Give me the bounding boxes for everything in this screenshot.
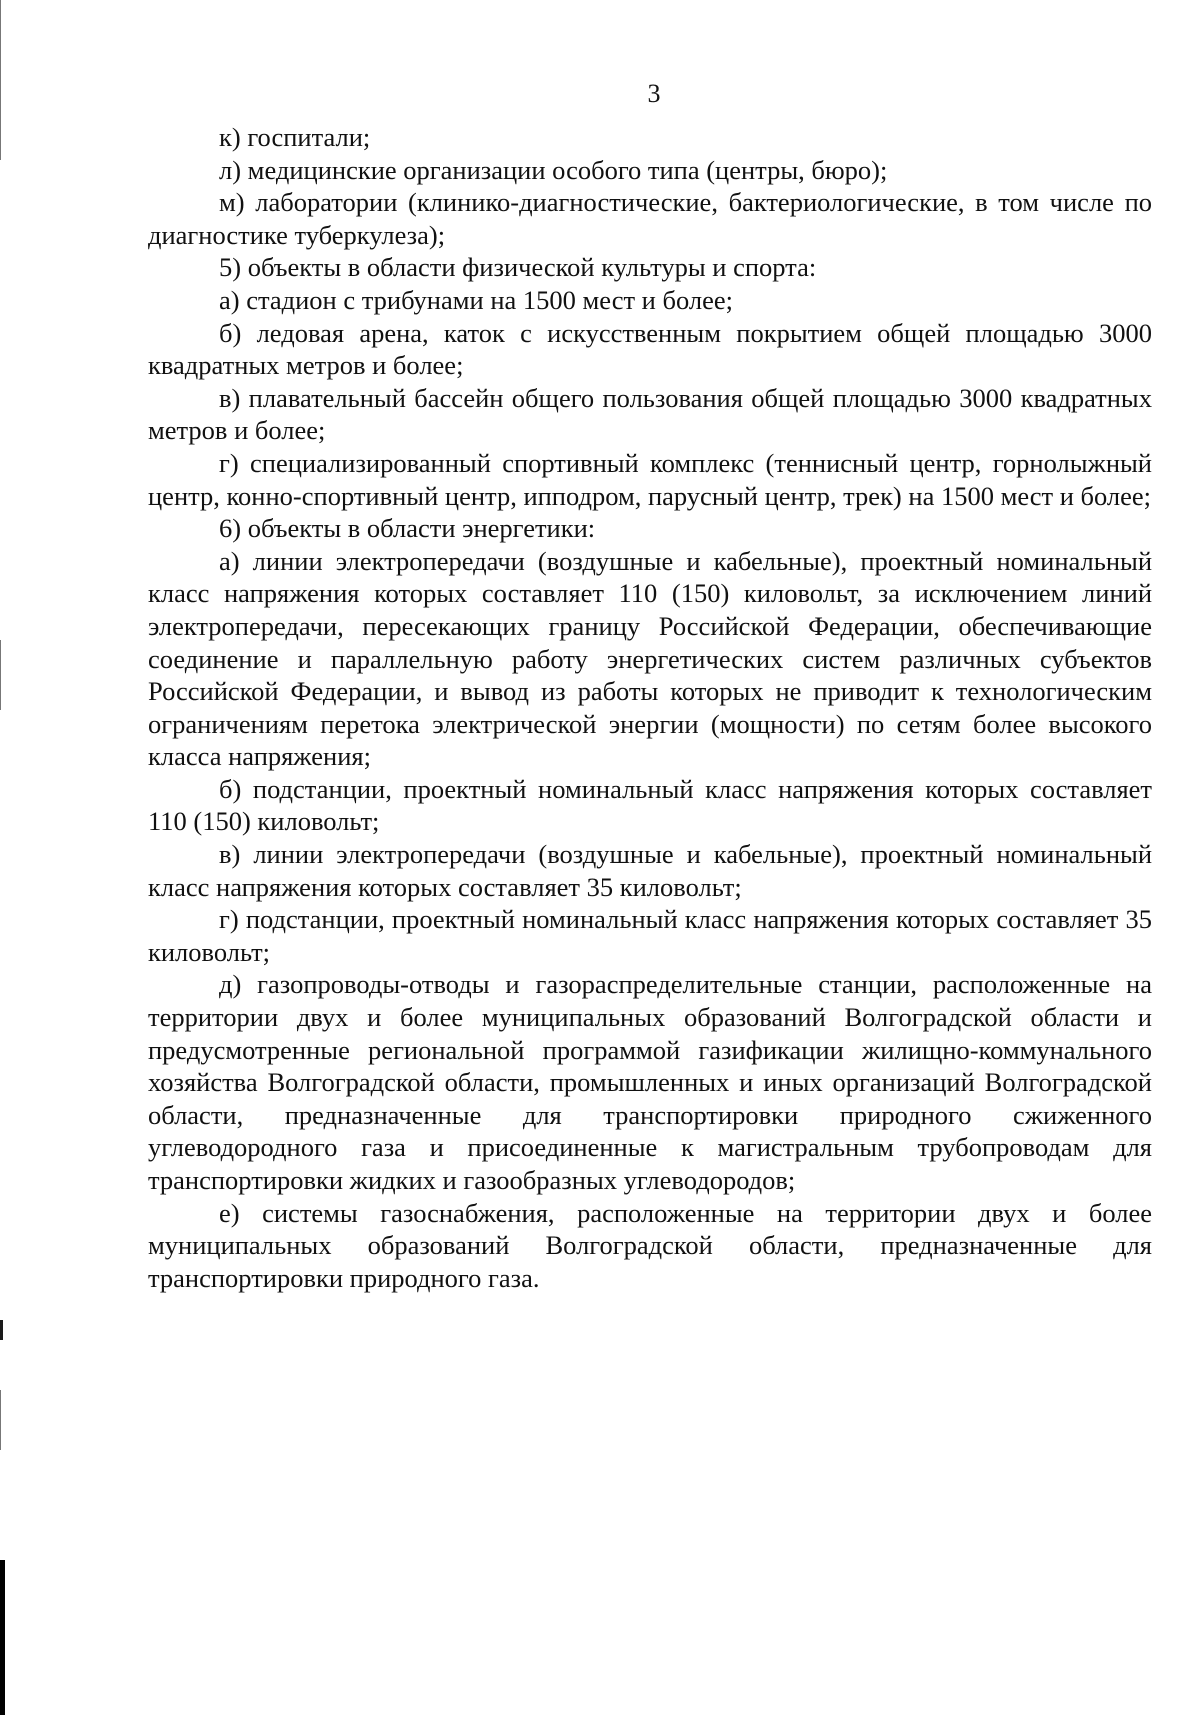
list-item-m: м) лаборатории (клинико-диагностические, бактериологические, в том числе по диагностике туберкулеза); [148, 187, 1152, 250]
list-item-6g: г) подстанции, проектный номинальный класс напряжения которых составляет 35 киловольт; [148, 904, 1152, 967]
list-item-5g: г) специализированный спортивный комплекс (теннисный центр, горнолыжный центр, конно-спортивный центр, ипподром, парусный центр, трек) на 1500 мест и более; [148, 447, 1152, 511]
list-item-6e: е) системы газоснабжения, расположенные на территории двух и более муниципальных образований Волгоградской области, предназначенные для транспортировки природного газа. [148, 1197, 1152, 1293]
scan-edge-mark [0, 1320, 3, 1340]
list-item-k: к) госпитали; [219, 122, 371, 152]
list-item-6a: а) линии электропередачи (воздушные и кабельные), проектный номинальный класс напряжения которых составляет 110 (150) киловольт, за исключением линий электропередачи, пересекающих границу Российской Федерации, обеспечивающие соединение и параллельную работу энергетических систем различных субъектов Российской Федерации, и вывод из работы которых не приводит к технологическим ограничениям перетока электрической энергии (мощности) по сетям более высокого класса напряжения; [148, 545, 1152, 772]
document-body [148, 121, 1152, 1294]
list-item-6v: в) линии электропередачи (воздушные и кабельные), проектный номинальный класс напряжения которых составляет 35 киловольт; [148, 839, 1152, 902]
scan-edge-mark [0, 1560, 5, 1715]
list-item-l: л) медицинские организации особого типа (центры, бюро); [219, 154, 888, 185]
scan-edge-mark [0, 640, 1, 710]
page-number: 3 [647, 79, 661, 108]
list-item-5b: б) ледовая арена, каток с искусственным покрытием общей площадью 3000 квадратных метров и более; [148, 317, 1152, 381]
section-heading-5: 5) объекты в области физической культуры и спорта: [219, 252, 817, 283]
list-item-6d: д) газопроводы-отводы и газораспределительные станции, расположенные на территории двух и более муниципальных образований Волгоградской области и предусмотренные региональной программой газификации жилищно-коммунального хозяйства Волгоградской области, промышленных и иных организаций Волгоградской области, предназначенные для транспортировки природного сжиженного углеводородного газа и присоединенные к магистральным трубопроводам для транспортировки жидких и газообразных углеводородов; [148, 969, 1152, 1195]
list-item-5v: в) плавательный бассейн общего пользования общей площадью 3000 квадратных метров и более; [148, 382, 1152, 446]
scan-edge-mark [0, 1390, 1, 1450]
list-item-6b: б) подстанции, проектный номинальный класс напряжения которых составляет 110 (150) киловольт; [148, 773, 1152, 837]
section-heading-6: 6) объекты в области энергетики: [219, 513, 596, 544]
list-item-5a: а) стадион с трибунами на 1500 мест и более; [219, 284, 733, 315]
